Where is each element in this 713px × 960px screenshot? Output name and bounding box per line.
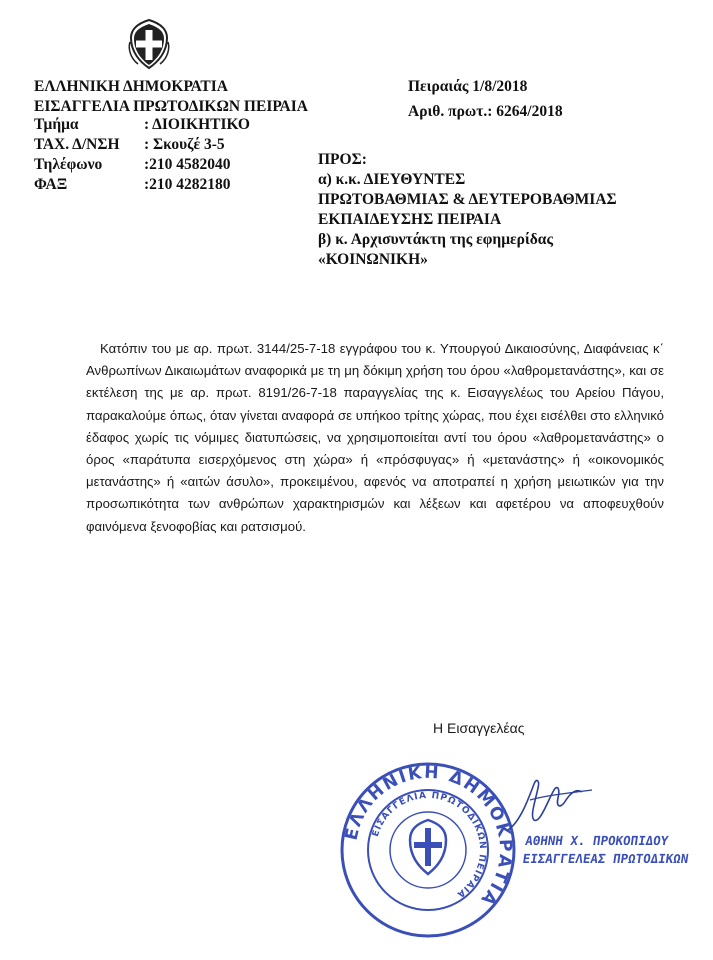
field-address bbox=[34, 136, 308, 156]
body-paragraph: Κατόπιν του με αρ. πρωτ. 3144/25-7-18 εγγράφου του κ. Υπουργού Δικαιοσύνης, Διαφάνειας κ΄ Ανθρωπίνων Δικαιωμάτων αναφορικά με τη μη δόκιμη χρήση του όρου «λαθρομετανάστης», και σε εκτέλεση της με αρ. πρωτ. 8191/26-7-18 παραγγελίας της κ. Εισαγγελέως του Αρείου Πάγου, παρακαλούμε όπως, όταν γίνεται αναφορά σε υπήκοο τρίτης χώρας, που έχει εισέλθει στο ελληνικό έδαφος χωρίς τις νόμιμες διατυπώσεις, να χρησιμοποιείται αντί του όρου «λαθρομετανάστης» ο όρος «παράτυπα εισερχόμενος στη χώρα» ή «πρόσφυγας» ή «μετανάστης» ή «οικονομικός μετανάστης» ή «αιτών άσυλο», προκειμένου, αφενός να αποτραπεί η χρήση μειωτικών για την προσωπικότητα των ανθρώπων χαρακτηρισμών και λέξεων και αφετέρου να αποφευχθούν φαινόμενα ξενοφοβίας και ρατσισμού. bbox=[86, 341, 664, 534]
protocol-number: Αριθ. πρωτ.: 6264/2018 bbox=[408, 103, 563, 120]
svg-text:ΕΙΣΑΓΓΕΛΙΑ ΠΡΩΤΟΔΙΚΩΝ ΠΕΙΡΑΙΑ: ΕΙΣΑΓΓΕΛΙΑ ΠΡΩΤΟΔΙΚΩΝ ΠΕΙΡΑΙΑ bbox=[370, 790, 488, 900]
field-value: :210 4282180 bbox=[144, 176, 231, 193]
field-value: :210 4582040 bbox=[144, 156, 231, 173]
document-meta bbox=[408, 78, 563, 128]
recipient-line: α) κ.κ. ΔΙΕΥΘΥΝΤΕΣ bbox=[318, 171, 466, 188]
recipient-line: ΠΡΩΤΟΒΑΘΜΙΑΣ & ΔΕΥΤΕΡΟΒΑΘΜΙΑΣ bbox=[318, 191, 617, 208]
signatory-role: ΕΙΣΑΓΓΕΛΕΑΣ ΠΡΩΤΟΔΙΚΩΝ bbox=[521, 851, 690, 866]
authority-name: ΕΙΣΑΓΓΕΛΙΑ ΠΡΩΤΟΔΙΚΩΝ ΠΕΙΡΑΙΑ bbox=[34, 98, 308, 115]
field-department bbox=[34, 116, 308, 136]
signatory-stamp bbox=[521, 832, 692, 868]
place-date: Πειραιάς 1/8/2018 bbox=[408, 78, 528, 95]
recipients-block bbox=[318, 150, 617, 270]
field-value: : Σκουζέ 3-5 bbox=[144, 136, 225, 153]
recipient-line: β) κ. Αρχισυντάκτη της εφημερίδας bbox=[318, 231, 553, 248]
field-label: Τμήμα bbox=[34, 116, 79, 133]
greek-coat-of-arms-icon bbox=[126, 18, 172, 70]
official-seal bbox=[338, 760, 518, 940]
handwritten-signature bbox=[500, 770, 600, 840]
field-label: ΤΑΧ. Δ/ΝΣΗ bbox=[34, 136, 120, 153]
recipient-line: ΕΚΠΑΙΔΕΥΣΗΣ ΠΕΙΡΑΙΑ bbox=[318, 211, 502, 228]
svg-text:ΕΛΛΗΝΙΚΗ ΔΗΜΟΚΡΑΤΙΑ: ΕΛΛΗΝΙΚΗ ΔΗΜΟΚΡΑΤΙΑ bbox=[341, 762, 516, 911]
field-label: Τηλέφωνο bbox=[34, 156, 103, 173]
field-value: : ΔΙΟΙΚΗΤΙΚΟ bbox=[144, 116, 250, 133]
field-phone bbox=[34, 156, 308, 176]
field-label: ΦΑΞ bbox=[34, 176, 68, 193]
country-name: ΕΛΛΗΝΙΚΗ ΔΗΜΟΚΡΑΤΙΑ bbox=[34, 78, 228, 95]
signatory-name: ΑΘΗΝΗ Χ. ΠΡΟΚΟΠΙΔΟΥ bbox=[524, 833, 670, 848]
signatory-title: Η Εισαγγελέας bbox=[433, 720, 525, 736]
letter-body bbox=[86, 338, 664, 538]
sender-header bbox=[34, 78, 308, 196]
recipients-label: ΠΡΟΣ: bbox=[318, 151, 367, 168]
recipient-line: «ΚΟΙΝΩΝΙΚΗ» bbox=[318, 251, 428, 268]
field-fax bbox=[34, 176, 308, 196]
